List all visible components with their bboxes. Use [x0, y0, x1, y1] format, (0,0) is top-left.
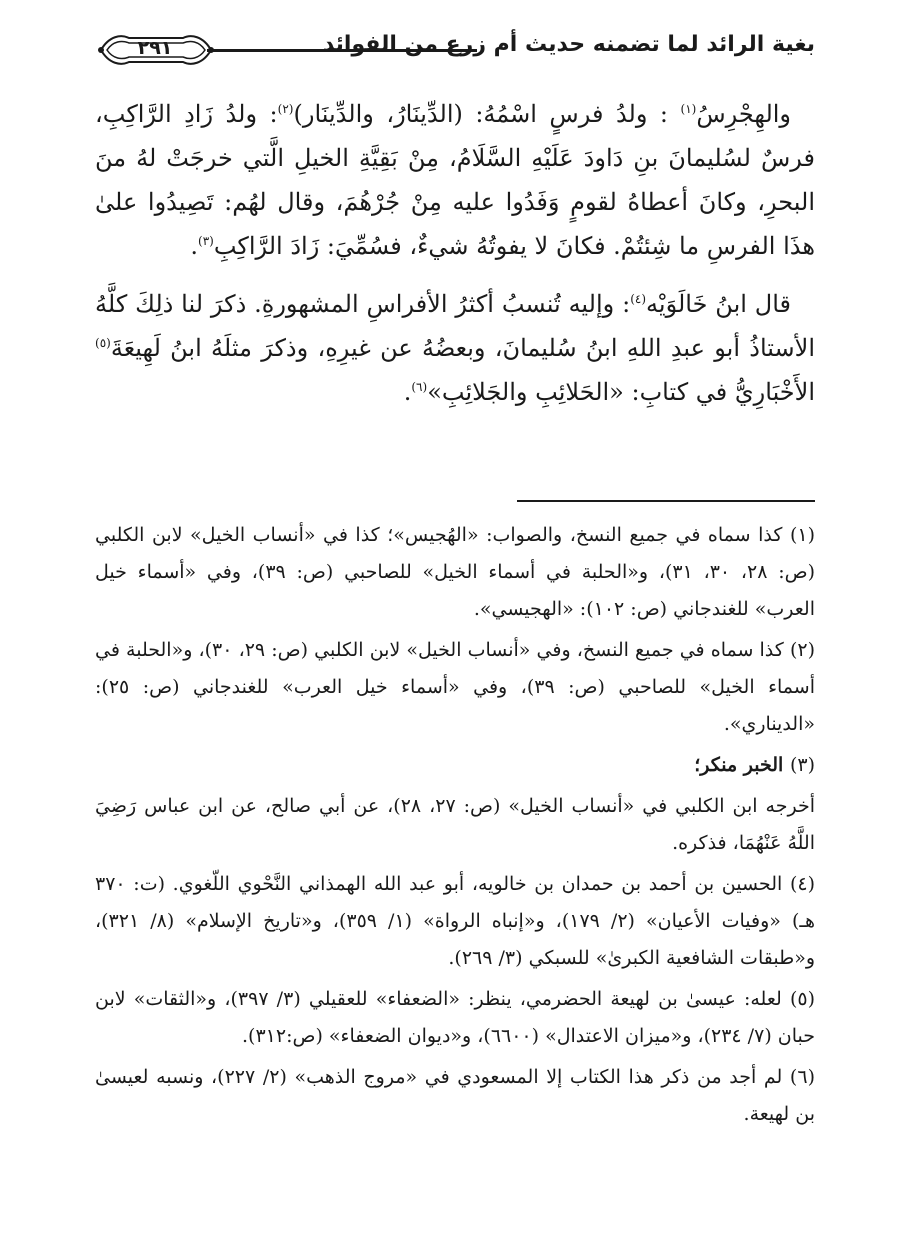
- paragraph-text: .: [403, 378, 412, 406]
- paragraph-text: والهِجْرِسُ: [696, 100, 792, 128]
- running-title: بغية الرائد لما تضمنه حديث أم زرع من الفوائد: [322, 32, 815, 57]
- paragraph-text: : وإليه تُنسبُ أكثرُ الأفراسِ المشهورةِ. ذكرَ لنا ذلِكَ كلَّهُ الأستاذُ أبو عبدِ اللهِ ابنُ سُليمانَ، وبعضُهُ عن غيرِهِ، وذكرَ مثلَهُ ابنُ لَهِيعَةَ: [95, 290, 815, 362]
- footnote-3: [95, 747, 815, 784]
- paragraph-text: : ولدُ فرسٍ اسْمُهُ: (الدِّينَارُ، والدِّينَار): [293, 100, 681, 128]
- footnote-2: [95, 632, 815, 743]
- footnote-ref-2[interactable]: (٢): [277, 102, 294, 116]
- footnote-ref-5[interactable]: (٥): [95, 336, 111, 350]
- paragraph-text: .: [190, 232, 198, 260]
- footnote-number: (٥): [789, 988, 815, 1010]
- main-text: [95, 92, 815, 414]
- footnote-text: أخرجه ابن الكلبي في «أنساب الخيل» (ص: ٢٧، ٢٨)، عن أبي صالح، عن ابن عباس رَضِيَ اللَّهُ عَنْهُمَا، فذكره.: [95, 795, 815, 854]
- footnote-4: [95, 866, 815, 977]
- footnote-text: كذا سماه في جميع النسخ، والصواب: «الهُجيس»؛ كذا في «أنساب الخيل» لابن الكلبي (ص: ٢٨، ٣٠، ٣١)، و«الحلبة في أسماء الخيل» للصاحبي (ص: ٣٩)، وفي «أسماء خيل العرب» للغندجاني (ص: ١٠٢): «الهجيسي».: [95, 524, 816, 620]
- footnote-ref-1[interactable]: (١): [680, 102, 697, 116]
- footnote-text: كذا سماه في جميع النسخ، وفي «أنساب الخيل» لابن الكلبي (ص: ٢٩، ٣٠)، و«الحلبة في أسماء الخيل» للصاحبي (ص: ٣٩)، وفي «أسماء خيل العرب» للغندجاني (ص: ٢٥): «الديناري».: [95, 639, 815, 735]
- page-number: ٢٩١: [137, 37, 173, 59]
- footnote-1: [95, 517, 815, 628]
- paragraph-text: الأَخْبَارِيُّ في كتابِ: «الحَلائِبِ والجَلائِبِ»: [427, 378, 815, 406]
- footnote-number: (٦): [789, 1066, 815, 1088]
- paragraph-2: [95, 282, 815, 414]
- page-header: [95, 28, 815, 72]
- footnote-ref-3[interactable]: (٣): [198, 234, 214, 248]
- footnote-ref-6[interactable]: (٦): [411, 380, 428, 394]
- footnote-6: [95, 1059, 815, 1133]
- footnote-number: (٣): [789, 754, 815, 776]
- footnote-3-continuation: [95, 788, 815, 862]
- paragraph-1: [95, 92, 815, 268]
- footnote-text: الحسين بن أحمد بن حمدان بن خالويه، أبو عبد الله الهمذاني النَّحْوي اللّغوي. (ت: ٣٧٠ هـ) «وفيات الأعيان» (٢/ ١٧٩)، و«إنباه الرواة» (١/ ٣٥٩)، و«تاريخ الإسلام» (٨/ ٣٢١)، و«طبقات الشافعية الكبرىٰ» للسبكي (٣/ ٢٦٩).: [95, 873, 815, 969]
- footnotes: [95, 517, 815, 1137]
- footnote-number: (٢): [789, 639, 815, 661]
- footnote-text: لم أجد من ذكر هذا الكتاب إلا المسعودي في «مروج الذهب» (٢/ ٢٢٧)، ونسبه لعيسىٰ بن لهيعة.: [95, 1066, 815, 1125]
- footnote-text: الخبر منكر؛: [694, 754, 784, 776]
- paragraph-text: : ولدُ زَادِ الرَّاكِبِ، فرسٌ لسُليمانَ بنِ دَاودَ عَلَيْهِ السَّلَامُ، مِنْ بَقِيَّةِ الخيلِ الَّتي خرجَتْ لهُ منَ البحرِ، وكانَ أعطاهُ لقومٍ وَفَدُوا عليه مِنْ جُرْهُمَ، وقال لهُم: تَصِيدُوا علىٰ هذَا الفرسِ ما شِئتُمْ. فكانَ لا يفوتُهُ شيءٌ، فسُمِّيَ: زَادَ الرَّاكِبِ: [95, 100, 815, 260]
- paragraph-text: قال ابنُ خَالَوَيْه: [646, 290, 791, 318]
- footnote-ref-4[interactable]: (٤): [630, 292, 647, 306]
- footnote-text: لعله: عيسىٰ بن لهيعة الحضرمي، ينظر: «الضعفاء» للعقيلي (٣/ ٣٩٧)، و«الثقات» لابن حبان (٧/ ٢٣٤)، و«ميزان الاعتدال» (٦٦٠٠)، و«ديوان الضعفاء» (ص:٣١٢).: [95, 988, 815, 1047]
- footnote-5: [95, 981, 815, 1055]
- footnote-separator: [517, 500, 815, 502]
- footnote-number: (٤): [789, 873, 815, 895]
- footnote-number: (١): [789, 524, 815, 546]
